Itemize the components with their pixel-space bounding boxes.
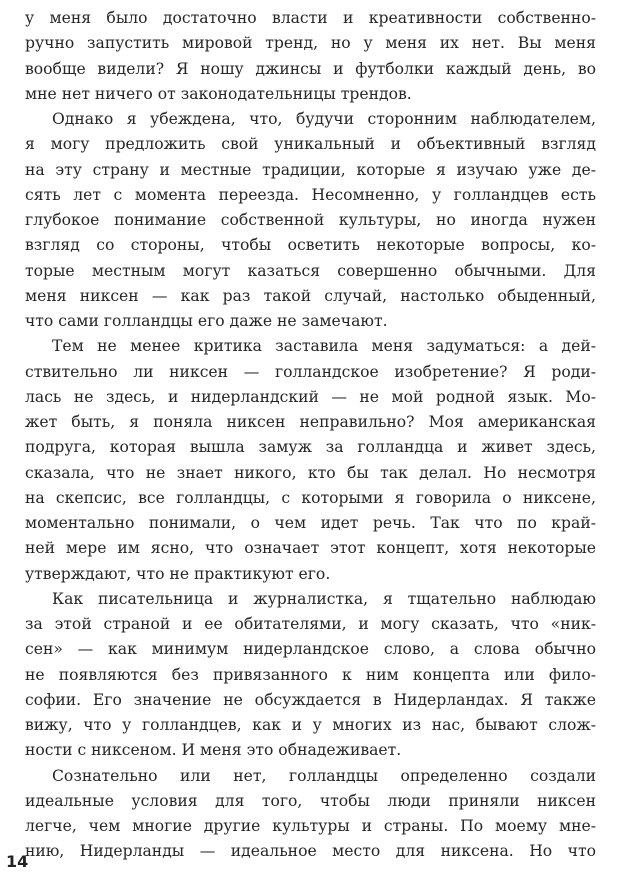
paragraph-2	[25, 107, 596, 334]
text-line: я могу предложить свой уникальный и объективный взгляд	[25, 135, 596, 154]
text-line: подруга, которая вышла замуж за голландца и живет здесь,	[25, 438, 596, 457]
text-line: нию, Нидерланды — идеальное место для никсена. Но что	[25, 842, 596, 861]
text-line: ствительно ли никсен — голландское изобретение? Я роди-	[25, 362, 596, 381]
text-line: сен» — как минимум нидерландское слово, а слова обычно	[25, 640, 596, 659]
text-line: сять лет с момента переезда. Несомненно, у голландцев есть	[25, 185, 596, 204]
text-line: у меня было достаточно власти и креативности собственно-	[25, 9, 596, 27]
text-line: Как писательница и журналистка, я тщательно наблюдаю	[52, 589, 596, 608]
text-line: идеальные условия для того, чтобы люди приняли никсен	[25, 791, 596, 810]
text-line: не появляются без привязанного к ним концепта или фило-	[25, 665, 596, 684]
text-line: на скепсис, все голландцы, с которыми я говорила о никсене,	[25, 488, 596, 507]
page-body	[25, 6, 596, 865]
text-line: сказала, что не знает никого, кто бы так делал. Но несмотря	[25, 463, 596, 482]
paragraph-5	[25, 764, 596, 865]
text-line: что сами голландцы его даже не замечают.	[25, 312, 388, 330]
text-line: моментально понимали, о чем идет речь. Так что по край-	[25, 514, 596, 532]
text-line: Однако я убеждена, что, будучи сторонним наблюдателем,	[52, 110, 596, 128]
text-line: лась не здесь, и нидерландский — не мой родной язык. Мо-	[25, 387, 596, 406]
paragraph-4	[25, 587, 596, 764]
text-line: мне нет ничего от законодательницы трендов.	[25, 84, 412, 103]
text-line: на эту страну и местные традиции, которые я изучаю уже де-	[25, 160, 596, 179]
text-line: утверждают, что не практикуют его.	[25, 564, 331, 583]
text-line: вижу, что у голландцев, как и у многих из нас, бывают слож-	[25, 716, 596, 734]
text-line: взгляд со стороны, чтобы осветить некоторые вопросы, ко-	[25, 236, 596, 255]
text-line: легче, чем многие другие культуры и страны. По моему мне-	[25, 817, 596, 835]
text-line: Сознательно или нет, голландцы определенно создали	[52, 766, 596, 785]
page-number: 14	[6, 852, 29, 871]
text-line: глубокое понимание собственной культуры, но иногда нужен	[25, 211, 596, 229]
text-line: ней мере им ясно, что означает этот концепт, хотя некоторые	[25, 539, 596, 558]
text-line: торые местным могут казаться совершенно обычными. Для	[25, 261, 596, 280]
paragraph-3	[25, 334, 596, 587]
paragraph-1	[25, 6, 596, 107]
text-line: вообще видели? Я ношу джинсы и футболки каждый день, во	[25, 59, 596, 78]
text-line: ности с никсеном. И меня это обнадеживает.	[25, 741, 402, 760]
text-line: за этой страной и ее обитателями, и могу сказать, что «ник-	[25, 615, 596, 633]
text-line: жет быть, я поняла никсен неправильно? Моя американская	[25, 413, 596, 431]
text-line: софии. Его значение не обсуждается в Нидерландах. Я также	[25, 690, 596, 709]
text-line: Тем не менее критика заставила меня задуматься: а дей-	[52, 337, 596, 356]
text-line: меня никсен — как раз такой случай, настолько обыденный,	[25, 286, 596, 305]
text-line: ручно запустить мировой тренд, но у меня их нет. Вы меня	[25, 34, 596, 53]
